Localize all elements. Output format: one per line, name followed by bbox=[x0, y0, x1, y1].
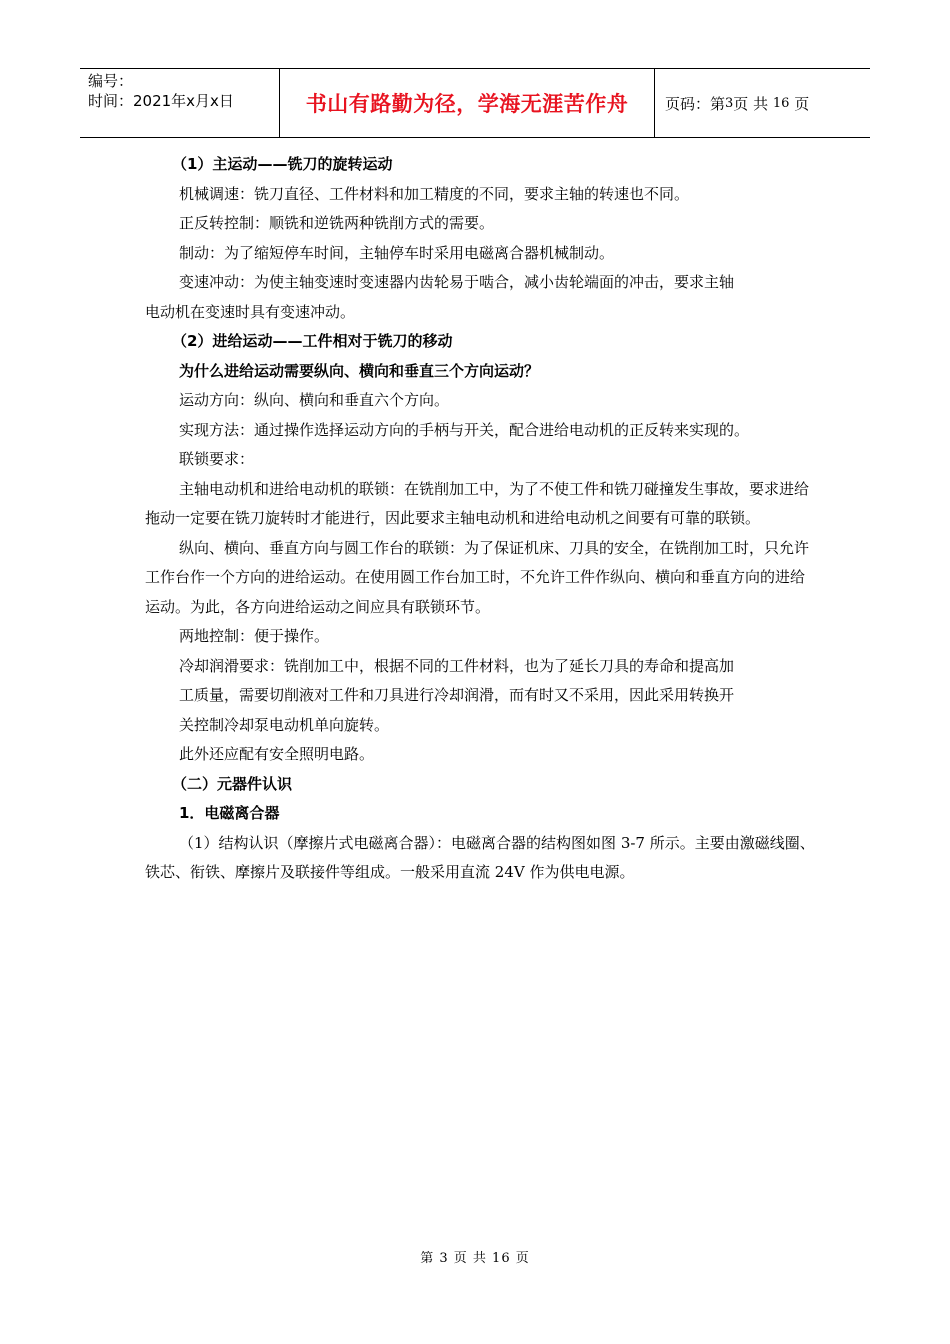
section-heading-feed-motion: （2）进给运动——工件相对于铣刀的移动 bbox=[172, 332, 453, 350]
number-label: 编号： bbox=[88, 72, 134, 90]
page-mid: 页 共 bbox=[733, 94, 769, 113]
question-heading: 为什么进给运动需要纵向、横向和垂直三个方向运动？ bbox=[179, 361, 540, 380]
paragraph: 纵向、横向、垂直方向与圆工作台的联锁：为了保证机床、刀具的安全，在铣削加工时，只允许工作台作一个方向的进给运动。在使用圆工作台加工时，不允许工件作纵向、横向和垂直方向的进给运动。为此，各方向进给运动之间应具有联锁环节。 bbox=[145, 538, 810, 616]
paragraph: 制动：为了缩短停车时间，主轴停车时采用电磁离合器机械制动。 bbox=[179, 243, 615, 262]
subsection-heading: 1．电磁离合器 bbox=[179, 804, 280, 822]
header-motto: 书山有路勤为径，学海无涯苦作舟 bbox=[280, 69, 655, 137]
page-end: 页 bbox=[794, 94, 810, 113]
paragraph: 运动方向：纵向、横向和垂直六个方向。 bbox=[179, 391, 450, 409]
paragraph: 正反转控制：顺铣和逆铣两种铣削方式的需要。 bbox=[179, 214, 495, 232]
paragraph: 主轴电动机和进给电动机的联锁：在铣削加工中，为了不使工件和铣刀碰撞发生事故，要求进给拖动一定要在铣刀旋转时才能进行，因此要求主轴电动机和进给电动机之间要有可靠的联锁。 bbox=[145, 479, 810, 527]
paragraph: 联锁要求： bbox=[179, 450, 255, 468]
header-meta bbox=[80, 69, 280, 137]
page-footer: 第 3 页 共 16 页 bbox=[420, 1251, 530, 1266]
paragraph: 冷却润滑要求：铣削加工中，根据不同的工件材料，也为了延长刀具的寿命和提高加 bbox=[179, 656, 735, 675]
paragraph: 实现方法：通过操作选择运动方向的手柄与开关，配合进给电动机的正反转来实现的。 bbox=[179, 420, 750, 439]
paragraph: （1）结构认识（摩擦片式电磁离合器）：电磁离合器的结构图如图 3-7 所示。主要由激磁线圈、铁芯、衔铁、摩擦片及联接件等组成。一般采用直流 24V 作为供电电源。 bbox=[145, 833, 815, 881]
paragraph: 电动机在变速时具有变速冲动。 bbox=[145, 302, 356, 321]
page-current: 3 bbox=[725, 95, 734, 111]
paragraph: 机械调速：铣刀直径、工件材料和加工精度的不同，要求主轴的转速也不同。 bbox=[179, 184, 690, 203]
section-heading-components: （二）元器件认识 bbox=[172, 774, 293, 793]
page-label: 页码：第 bbox=[665, 94, 726, 113]
page-header bbox=[80, 68, 870, 138]
page-total: 16 bbox=[772, 95, 790, 111]
section-heading-main-motion: （1）主运动——铣刀的旋转运动 bbox=[172, 155, 393, 173]
paragraph: 变速冲动：为使主轴变速时变速器内齿轮易于啮合，减小齿轮端面的冲击，要求主轴 bbox=[179, 273, 735, 291]
paragraph: 此外还应配有安全照明电路。 bbox=[179, 745, 375, 763]
paragraph: 工质量，需要切削液对工件和刀具进行冷却润滑，而有时又不采用，因此采用转换开 bbox=[179, 686, 735, 704]
paragraph: 关控制冷却泵电动机单向旋转。 bbox=[179, 715, 390, 734]
paragraph: 两地控制：便于操作。 bbox=[179, 627, 330, 645]
time-label: 时间：2021年x月x日 bbox=[88, 92, 234, 110]
document-body bbox=[145, 150, 817, 888]
header-page-info bbox=[655, 69, 870, 137]
